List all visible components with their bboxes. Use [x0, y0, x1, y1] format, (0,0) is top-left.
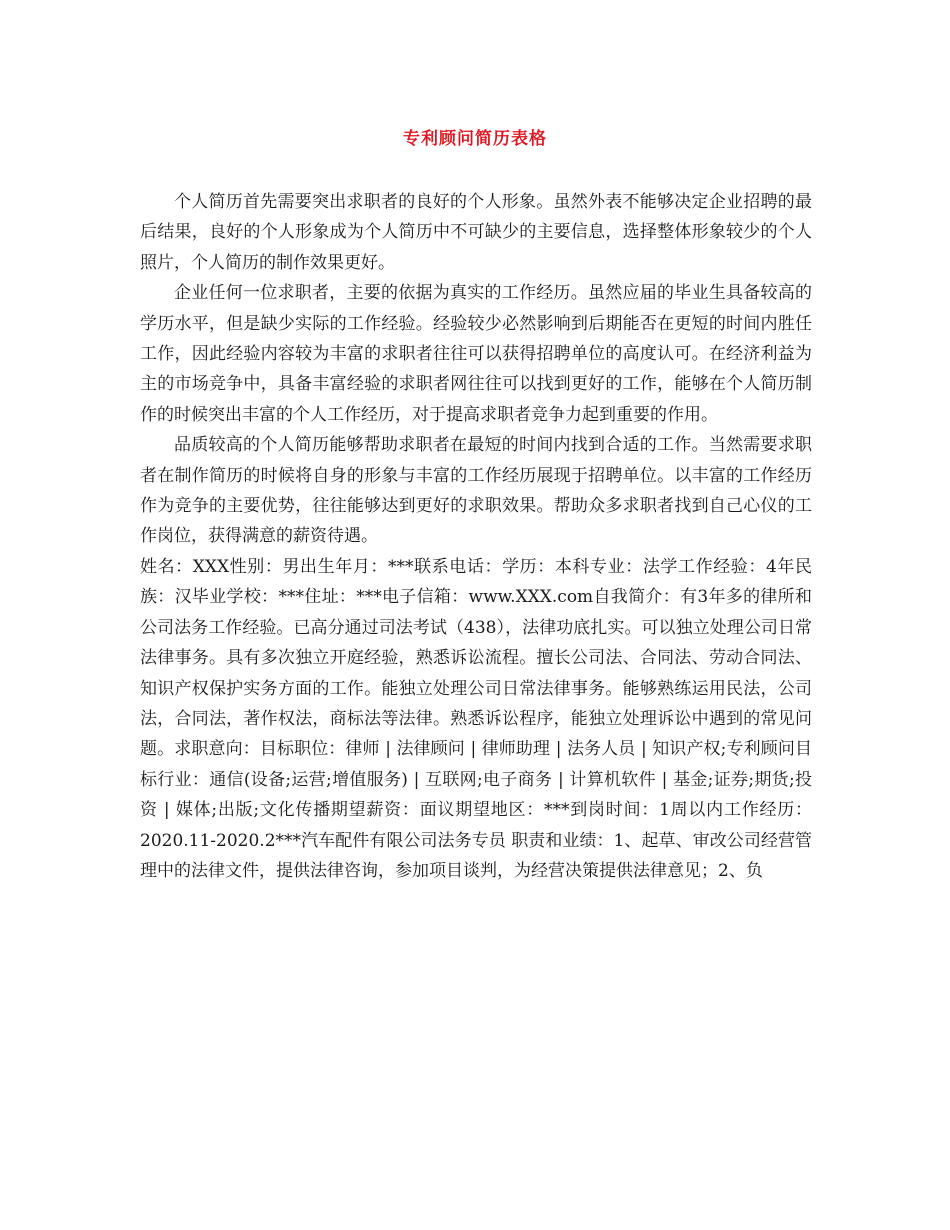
document-body	[140, 187, 812, 886]
resume-details: 姓名：XXX性别：男出生年月：***联系电话：学历：本科专业：法学工作经验：4年民族：汉毕业学校：***住址：***电子信箱：www.XXX.com自我简介：有3年多的律所和公司法务工作经验。已高分通过司法考试（438），法律功底扎实。可以独立处理公司日常法律事务。具有多次独立开庭经验，熟悉诉讼流程。擅长公司法、合同法、劳动合同法、知识产权保护实务方面的工作。能独立处理公司日常法律事务。能够熟练运用民法，公司法，合同法，著作权法，商标法等法律。熟悉诉讼程序，能独立处理诉讼中遇到的常见问题。求职意向：目标职位：律师 | 法律顾问 | 律师助理 | 法务人员 | 知识产权;专利顾问目标行业：通信(设备;运营;增值服务) | 互联网;电子商务 | 计算机软件 | 基金;证券;期货;投资 | 媒体;出版;文化传播期望薪资：面议期望地区：***到岗时间：1周以内工作经历：2020.11-2020.2***汽车配件有限公司法务专员 职责和业绩：1、起草、审改公司经营管理中的法律文件，提供法律咨询，参加项目谈判，为经营决策提供法律意见；2、负	[140, 556, 812, 881]
paragraph-quality: 品质较高的个人简历能够帮助求职者在最短的时间内找到合适的工作。当然需要求职者在制作简历的时候将自身的形象与丰富的工作经历展现于招聘单位。以丰富的工作经历作为竞争的主要优势，往往能够达到更好的求职效果。帮助众多求职者找到自己心仪的工作岗位，获得满意的薪资待遇。	[140, 435, 812, 547]
document-title: 专利顾问简历表格	[403, 129, 547, 149]
paragraph-experience: 企业任何一位求职者，主要的依据为真实的工作经历。虽然应届的毕业生具备较高的学历水平，但是缺少实际的工作经验。经验较少必然影响到后期能否在更短的时间内胜任工作，因此经验内容较为丰富的求职者往往可以获得招聘单位的高度认可。在经济利益为主的市场竞争中，具备丰富经验的求职者网往往可以找到更好的工作，能够在个人简历制作的时候突出丰富的个人工作经历，对于提高求职者竞争力起到重要的作用。	[140, 283, 812, 425]
paragraph-intro: 个人简历首先需要突出求职者的良好的个人形象。虽然外表不能够决定企业招聘的最后结果，良好的个人形象成为个人简历中不可缺少的主要信息，选择整体形象较少的个人照片，个人简历的制作效果更好。	[140, 192, 812, 273]
